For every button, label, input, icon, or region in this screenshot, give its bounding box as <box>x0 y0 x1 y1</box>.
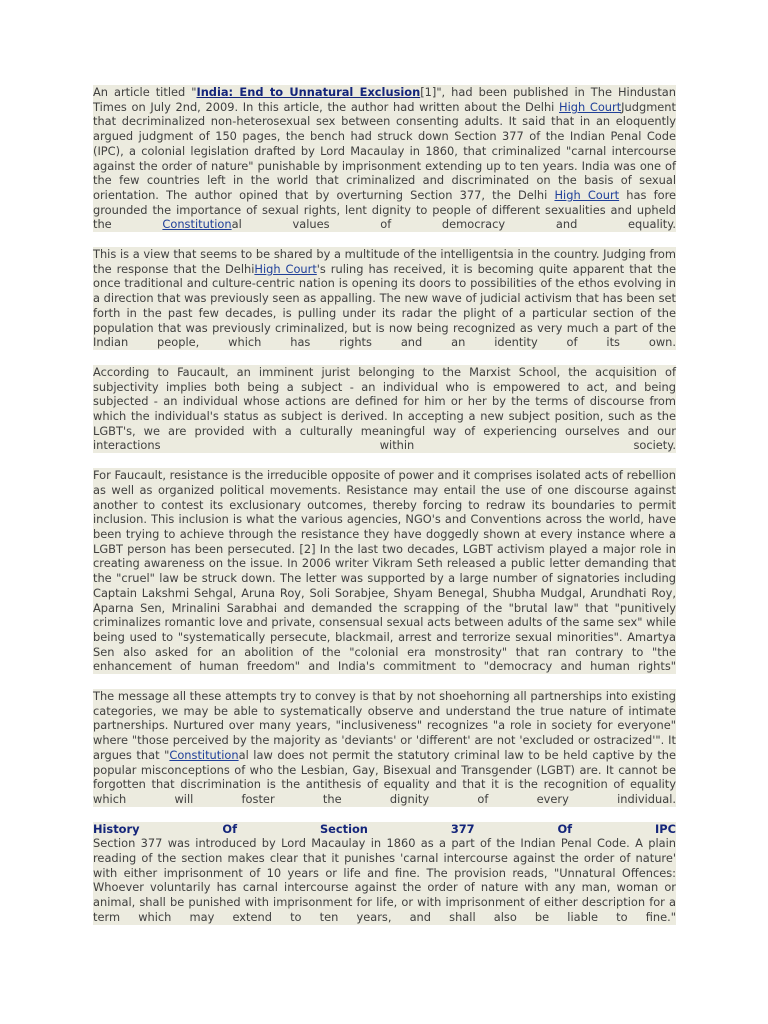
paragraph-3: According to Faucault, an imminent jurist belonging to the Marxist School, the acquisition of subjectivity implies both being a subject - an individual who is empowered to act, and being subjected - an individual whose actions are defined for him or her by the terms of discourse from which the individual's status as subject is derived. In accepting a new subject position, such as the LGBT's, we are provided with a culturally meaningful way of experiencing ourselves and our interactions within society. <box>93 364 676 453</box>
high-court-link[interactable]: High Court <box>559 99 622 114</box>
article-title-link[interactable]: India: End to Unnatural Exclusion <box>196 85 421 99</box>
heading-word: 377 <box>450 821 475 836</box>
text-run: has fore grounded the importance of sexual rights, lent dignity to people of different sexualities and upheld the <box>93 187 677 232</box>
text-run: al values of democracy and equality. <box>231 217 676 232</box>
paragraph-4: For Faucault, resistance is the irreducible opposite of power and it comprises isolated acts of rebellion as well as organized political movements. Resistance may entail the use of one discourse against another to contest its exclusionary outcomes, thereby forcing to redraw its boundaries to permit inclusion. This inclusion is what the various agencies, NGO's and Conventions across the world, have been trying to achieve through the resistance they have doggedly shown at every instance where a LGBT person has been persecuted. [2] In the last two decades, LGBT activism played a major role in creating awareness on the issue. In 2006 writer Vikram Seth released a public letter demanding that the "cruel" law be struck down. The letter was supported by a large number of signatories including Captain Lakshmi Sehgal, Aruna Roy, Soli Sorabjee, Shyam Benegal, Shubha Mudgal, Arundhati Roy, Aparna Sen, Mrinalini Sarabhai and demanded the scrapping of the "brutal law" that "punitively criminalizes romantic love and private, consensual sexual acts between adults of the same sex" while being used to "systematically persecute, blackmail, arrest and terrorize sexual minorities". Amartya Sen also asked for an abolition of the "colonial era monstrosity" that ran contrary to "the enhancement of human freedom" and India's commitment to "democracy and human rights" <box>93 468 676 674</box>
text-run: [1]", had been published in The Hindustan Times on July 2nd, 2009. In this article, the author had written about the Delhi <box>93 85 676 114</box>
text-run: 's ruling has received, it is becoming quite apparent that the once traditional and culture-centric nation is opening its doors to possibilities of the ethos evolving in a direction that was previously seen as appalling. The new wave of judicial activism that has been set forth in the past few decades, is pulling under its radar the plight of a particular section of the population that was previously criminalized, but is now being recognized as very much a part of the Indian people, which has rights and an identity of its own. <box>93 261 676 350</box>
heading-word: Of <box>222 821 238 836</box>
constitution-link[interactable]: Constitution <box>162 217 232 232</box>
paragraph-1 <box>93 85 676 232</box>
text-run: An article titled " <box>93 85 197 99</box>
text-run: The message all these attempts try to convey is that by not shoehorning all partnerships into existing categories, we may be able to systematically observe and understand the true nature of intimate partnerships. Nurtured over many years, "inclusiveness" recognizes "a role in society for everyone" where "those perceived by the majority as 'deviants' or 'different' are not 'excluded or ostracized'". It argues that " <box>93 689 676 762</box>
high-court-link[interactable]: High Court <box>254 261 317 276</box>
heading-word: Section <box>319 821 368 836</box>
paragraph-2 <box>93 247 676 350</box>
text-run: Judgment that decriminalized non-heterosexual sex between consenting adults. It said that in an eloquently argued judgment of 150 pages, the bench had struck down Section 377 of the Indian Penal Code (IPC), a colonial legislation drafted by Lord Macaulay in 1860, that criminalized "carnal intercourse against the order of nature" punishable by imprisonment extending up to ten years. India was one of the few countries left in the world that criminalized and discriminated on the basis of sexual orientation. The author opined that by overturning Section 377, the Delhi <box>93 99 676 202</box>
high-court-link[interactable]: High Court <box>554 187 620 202</box>
text-run: al law does not permit the statutory criminal law to be held captive by the popular misconceptions of who the Lesbian, Gay, Bisexual and Transgender (LGBT) are. It cannot be forgotten that discrimination is the antithesis of equality and that it is the recognition of equality which will foster the dignity of every individual. <box>93 747 677 806</box>
heading-word: History <box>93 821 140 836</box>
paragraph-5 <box>93 689 676 807</box>
article-body <box>93 85 676 925</box>
text-run: This is a view that seems to be shared by a multitude of the intelligentsia in the country. Judging from the response that the Delhi <box>93 247 676 276</box>
constitution-link[interactable]: Constitution <box>169 747 239 762</box>
heading-word: Of <box>557 821 573 836</box>
paragraph-6: Section 377 was introduced by Lord Macaulay in 1860 as a part of the Indian Penal Code. A plain reading of the section makes clear that it punishes 'carnal intercourse against the order of nature' with either imprisonment of 10 years or life and fine. The provision reads, "Unnatural Offences: Whoever voluntarily has carnal intercourse against the order of nature with any man, woman or animal, shall be punished with imprisonment for life, or with imprisonment of either description for a term which may extend to ten years, and shall also be liable to fine." <box>93 836 676 924</box>
section-heading <box>93 822 676 837</box>
heading-word: IPC <box>655 821 676 836</box>
